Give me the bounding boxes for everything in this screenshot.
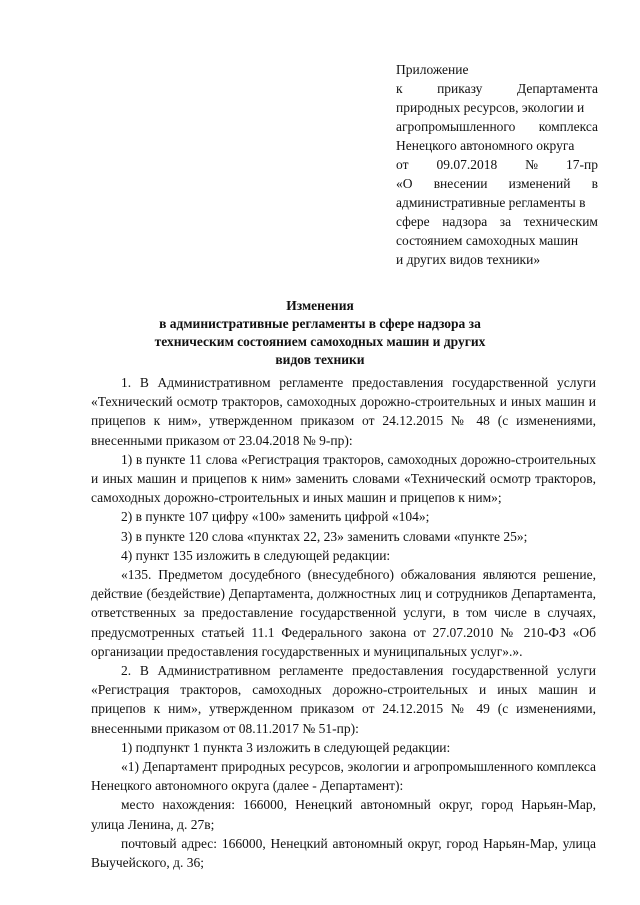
appendix-word: №: [525, 157, 539, 172]
appendix-line: природных ресурсов, экологии и: [396, 100, 585, 115]
appendix-word: в: [591, 176, 598, 191]
appendix-line: Ненецкого автономного округа: [396, 138, 575, 153]
paragraph: 4) пункт 135 изложить в следующей редакции:: [121, 547, 391, 563]
paragraph: 2. В Административном регламенте предоставления государственной услуги «Регистрация тракторов, самоходных дорожно-строительных и иных машин и прицепов к ним», утвержденном приказом от 24.12.2015 № 49 (с изменениями, внесенными приказом от 08.11.2017 № 51-пр):: [91, 663, 596, 736]
paragraph: «135. Предметом досудебного (внесудебного) обжалования являются решение, действие (бездействие) Департамента, должностных лиц и сотрудников Департамента, ответственных за предоставление государственной услуги, в том числе в случаях, предусмотренных статьей 11.1 Федерального закона от 27.07.2010 № 210-ФЗ «Об организации предоставления государственных и муниципальных услуг».».: [91, 567, 596, 659]
paragraph: «1) Департамент природных ресурсов, экологии и агропромышленного комплекса Ненецкого автономного округа (далее - Департамент):: [91, 759, 596, 794]
appendix-word: агропромышленного: [396, 119, 516, 134]
appendix-block: [396, 60, 598, 269]
appendix-word: приказу: [437, 81, 483, 96]
appendix-word: за: [499, 214, 512, 229]
appendix-word: внесении: [433, 176, 488, 191]
document-body: [91, 373, 596, 872]
appendix-order-date: 09.07.2018: [436, 157, 498, 172]
appendix-word: сфере: [396, 214, 430, 229]
appendix-word: Департамента: [516, 81, 598, 96]
appendix-line: [396, 174, 598, 193]
appendix-word: «О: [396, 176, 413, 191]
paragraph: 1) подпункт 1 пункта 3 изложить в следующей редакции:: [121, 739, 451, 755]
appendix-line: [396, 117, 598, 136]
paragraph: 3) в пункте 120 слова «пунктах 22, 23» заменить словами «пункте 25»;: [121, 528, 528, 544]
paragraph: 1) в пункте 11 слова «Регистрация тракторов, самоходных дорожно-строительных и иных машин и прицепов к ним» заменить словами «Технический осмотр тракторов, самоходных дорожно-строительных и иных машин и прицепов к ним»;: [91, 451, 596, 506]
appendix-word: изменений: [508, 176, 571, 191]
title-line: в административные регламенты в сфере надзора за: [159, 316, 481, 331]
appendix-word: от: [396, 157, 409, 172]
appendix-order-number: 17-пр: [565, 157, 598, 172]
title-line: Изменения: [286, 298, 354, 313]
title-line: видов техники: [275, 352, 365, 367]
appendix-word: надзора: [442, 214, 488, 229]
appendix-line: [396, 212, 598, 231]
appendix-word: техническим: [523, 214, 598, 229]
paragraph: 2) в пункте 107 цифру «100» заменить цифрой «104»;: [121, 509, 430, 525]
appendix-word: к: [396, 81, 403, 96]
appendix-word: комплекса: [538, 119, 598, 134]
title-line: техническим состоянием самоходных машин и других: [154, 334, 486, 349]
appendix-line: и других видов техники»: [396, 252, 541, 267]
paragraph: место нахождения: 166000, Ненецкий автономный округ, город Нарьян-Мар, улица Ленина, д. 27в;: [91, 797, 596, 832]
paragraph: почтовый адрес: 166000, Ненецкий автономный округ, город Нарьян-Мар, улица Выучейского, д. 36;: [91, 835, 596, 871]
appendix-line: административные регламенты в: [396, 195, 586, 210]
appendix-line: состоянием самоходных машин: [396, 233, 579, 248]
appendix-line: Приложение: [396, 62, 469, 77]
appendix-line: [396, 155, 598, 174]
document-title: [120, 297, 520, 369]
paragraph: 1. В Административном регламенте предоставления государственной услуги «Технический осмотр тракторов, самоходных дорожно-строительных и иных машин и прицепов к ним», утвержденном приказом от 24.12.2015 № 48 (с изменениями, внесенными приказом от 23.04.2018 № 9-пр):: [91, 375, 596, 448]
appendix-line: [396, 79, 598, 98]
